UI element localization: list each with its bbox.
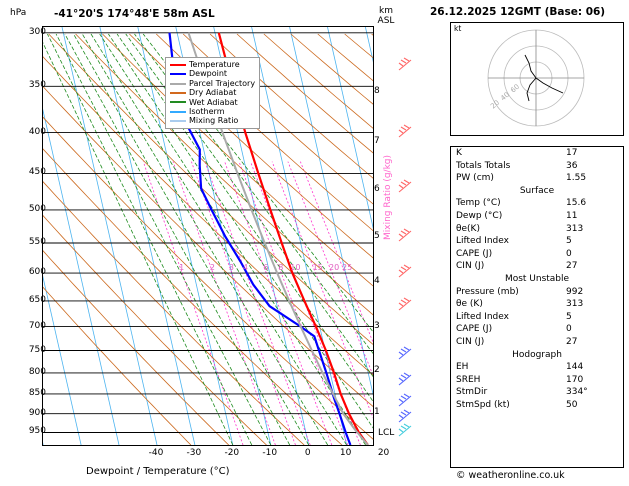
index-row <box>451 286 623 299</box>
index-row <box>451 260 623 273</box>
pressure-tick: 950 <box>28 426 46 437</box>
mixing-ratio-label: 20 <box>329 263 340 273</box>
wind-barb <box>396 393 416 409</box>
legend-item <box>170 60 255 69</box>
mixing-ratio-label: 8 <box>278 263 284 273</box>
wind-barb <box>396 346 416 362</box>
surface-header: Surface <box>519 185 555 196</box>
index-label: Pressure (mb) <box>456 286 519 297</box>
index-label: Dewp (°C) <box>456 210 503 221</box>
index-label: StmSpd (kt) <box>456 399 510 410</box>
index-value: 0 <box>566 324 572 335</box>
index-value: 11 <box>566 210 578 221</box>
index-label: Totals Totals <box>456 160 511 171</box>
index-value: 313 <box>566 299 584 310</box>
legend-swatch <box>170 101 186 103</box>
index-value: 170 <box>566 374 584 385</box>
legend-label: Isotherm <box>189 107 225 117</box>
legend-label: Wet Adiabat <box>189 97 238 107</box>
pressure-tick: 700 <box>28 320 46 331</box>
legend-swatch <box>170 64 186 66</box>
index-label: K <box>456 148 462 158</box>
legend-swatch <box>170 73 186 75</box>
mixing-ratio-label: 10 <box>290 263 301 273</box>
hodograph-unit-label: kt <box>454 24 462 33</box>
legend-swatch <box>170 92 186 94</box>
pressure-tick: 400 <box>28 126 46 137</box>
altitude-tick: 2 <box>374 364 380 375</box>
index-label: Lifted Index <box>456 236 509 247</box>
forecast-datetime: 26.12.2025 12GMT (Base: 06) <box>430 6 606 18</box>
legend-swatch <box>170 83 186 85</box>
index-value: 5 <box>566 236 572 247</box>
altitude-axis-title: km ASL <box>377 6 395 26</box>
hodograph-header: Hodograph <box>512 349 562 360</box>
station-title: -41°20'S 174°48'E 58m ASL <box>54 8 215 20</box>
index-label: θe(K) <box>456 223 480 234</box>
legend-item <box>170 79 255 88</box>
temperature-tick: 0 <box>304 448 311 458</box>
index-value: 144 <box>566 362 584 373</box>
index-row <box>451 399 623 412</box>
legend-label: Parcel Trajectory <box>189 78 256 88</box>
wind-barb <box>396 423 416 439</box>
skewt-plot-area <box>42 26 374 446</box>
index-row <box>451 197 623 210</box>
index-value: 27 <box>566 336 578 347</box>
right-panel <box>424 0 629 486</box>
index-label: SREH <box>456 374 481 385</box>
index-row <box>451 172 623 185</box>
mixing-ratio-label: 3 <box>228 263 234 273</box>
pressure-tick: 750 <box>28 344 46 355</box>
altitude-tick: 6 <box>374 183 380 194</box>
mixing-ratio-label: 15 <box>312 263 323 273</box>
index-value: 5 <box>566 311 572 322</box>
index-label: CAPE (J) <box>456 324 493 335</box>
index-row <box>451 298 623 311</box>
altitude-tick: 5 <box>374 230 380 241</box>
indices-table <box>450 146 624 468</box>
wind-barb <box>396 297 416 313</box>
pressure-tick: 650 <box>28 294 46 305</box>
mixing-ratio-axis-title: Mixing Ratio (g/kg) <box>383 154 393 240</box>
index-label: StmDir <box>456 387 488 398</box>
pressure-tick: 550 <box>28 236 46 247</box>
pressure-tick: 850 <box>28 387 46 398</box>
mixing-ratio-label: 4 <box>242 263 248 273</box>
hodograph-svg <box>451 23 621 133</box>
index-label: PW (cm) <box>456 173 494 184</box>
index-value: 27 <box>566 261 578 272</box>
temperature-tick: -30 <box>186 448 202 458</box>
legend-item <box>170 69 255 78</box>
index-row <box>451 386 623 399</box>
altitude-tick: 7 <box>374 135 380 146</box>
index-value: 0 <box>566 248 572 259</box>
chart-legend <box>165 57 260 129</box>
wind-barb <box>396 228 416 244</box>
index-row <box>451 235 623 248</box>
mixing-ratio-label: 1 <box>179 263 185 273</box>
index-label: CAPE (J) <box>456 248 493 259</box>
svg-text:60: 60 <box>509 82 522 95</box>
wind-barb <box>396 264 416 280</box>
legend-swatch <box>170 111 186 113</box>
legend-swatch <box>170 120 186 122</box>
index-label: θe (K) <box>456 299 483 310</box>
altitude-tick: 1 <box>374 406 380 417</box>
pressure-tick: 900 <box>28 407 46 418</box>
index-value: 50 <box>566 399 578 410</box>
index-value: 313 <box>566 223 584 234</box>
lcl-label: LCL <box>378 428 395 438</box>
index-label: Temp (°C) <box>456 198 501 209</box>
index-row <box>451 374 623 387</box>
index-row <box>451 311 623 324</box>
index-value: 36 <box>566 160 578 171</box>
svg-text:20: 20 <box>489 98 502 111</box>
wind-barb <box>396 124 416 140</box>
index-label: Lifted Index <box>456 311 509 322</box>
wind-barb <box>396 409 416 425</box>
legend-item <box>170 98 255 107</box>
pressure-tick: 450 <box>28 167 46 178</box>
temperature-tick: -10 <box>262 448 278 458</box>
wind-barb <box>396 372 416 388</box>
pressure-tick: 600 <box>28 267 46 278</box>
altitude-tick: 3 <box>374 321 380 332</box>
index-value: 15.6 <box>566 198 587 209</box>
mixing-ratio-label: 2 <box>209 263 215 273</box>
temperature-tick: -20 <box>224 448 240 458</box>
pressure-axis-title: hPa <box>10 8 27 18</box>
altitude-tick: 4 <box>374 276 380 287</box>
index-label: CIN (J) <box>456 336 485 347</box>
index-row <box>451 248 623 261</box>
legend-label: Mixing Ratio <box>189 116 239 126</box>
index-row <box>451 323 623 336</box>
index-value: 1.55 <box>566 173 587 184</box>
legend-item <box>170 107 255 116</box>
index-label: CIN (J) <box>456 261 485 272</box>
mixing-ratio-label: 6 <box>263 263 269 273</box>
index-row <box>451 336 623 349</box>
temperature-tick: 10 <box>339 448 352 458</box>
legend-label: Dry Adiabat <box>189 88 237 98</box>
legend-label: Temperature <box>189 60 240 69</box>
pressure-tick: 300 <box>28 26 46 37</box>
legend-item <box>170 88 255 97</box>
pressure-tick: 800 <box>28 366 46 377</box>
index-row <box>451 223 623 236</box>
temperature-tick: -40 <box>148 448 164 458</box>
legend-item <box>170 116 255 125</box>
credit-text: © weatheronline.co.uk <box>456 470 565 481</box>
svg-text:40: 40 <box>499 90 512 103</box>
index-row <box>451 147 623 160</box>
pressure-tick: 500 <box>28 203 46 214</box>
index-row <box>451 160 623 173</box>
legend-label: Dewpoint <box>189 69 228 79</box>
wind-barb <box>396 57 416 73</box>
index-value: 17 <box>566 148 578 158</box>
most-unstable-header: Most Unstable <box>504 273 570 284</box>
x-axis-title: Dewpoint / Temperature (°C) <box>86 466 230 477</box>
index-label: EH <box>456 362 469 373</box>
index-row <box>451 210 623 223</box>
temperature-tick: 20 <box>377 448 390 458</box>
hodograph <box>450 22 624 136</box>
index-row <box>451 361 623 374</box>
index-value: 334° <box>566 387 588 398</box>
altitude-tick: 8 <box>374 86 380 97</box>
mixing-ratio-label: 25 <box>342 263 353 273</box>
pressure-tick: 350 <box>28 80 46 91</box>
index-value: 992 <box>566 286 584 297</box>
wind-barb <box>396 179 416 195</box>
